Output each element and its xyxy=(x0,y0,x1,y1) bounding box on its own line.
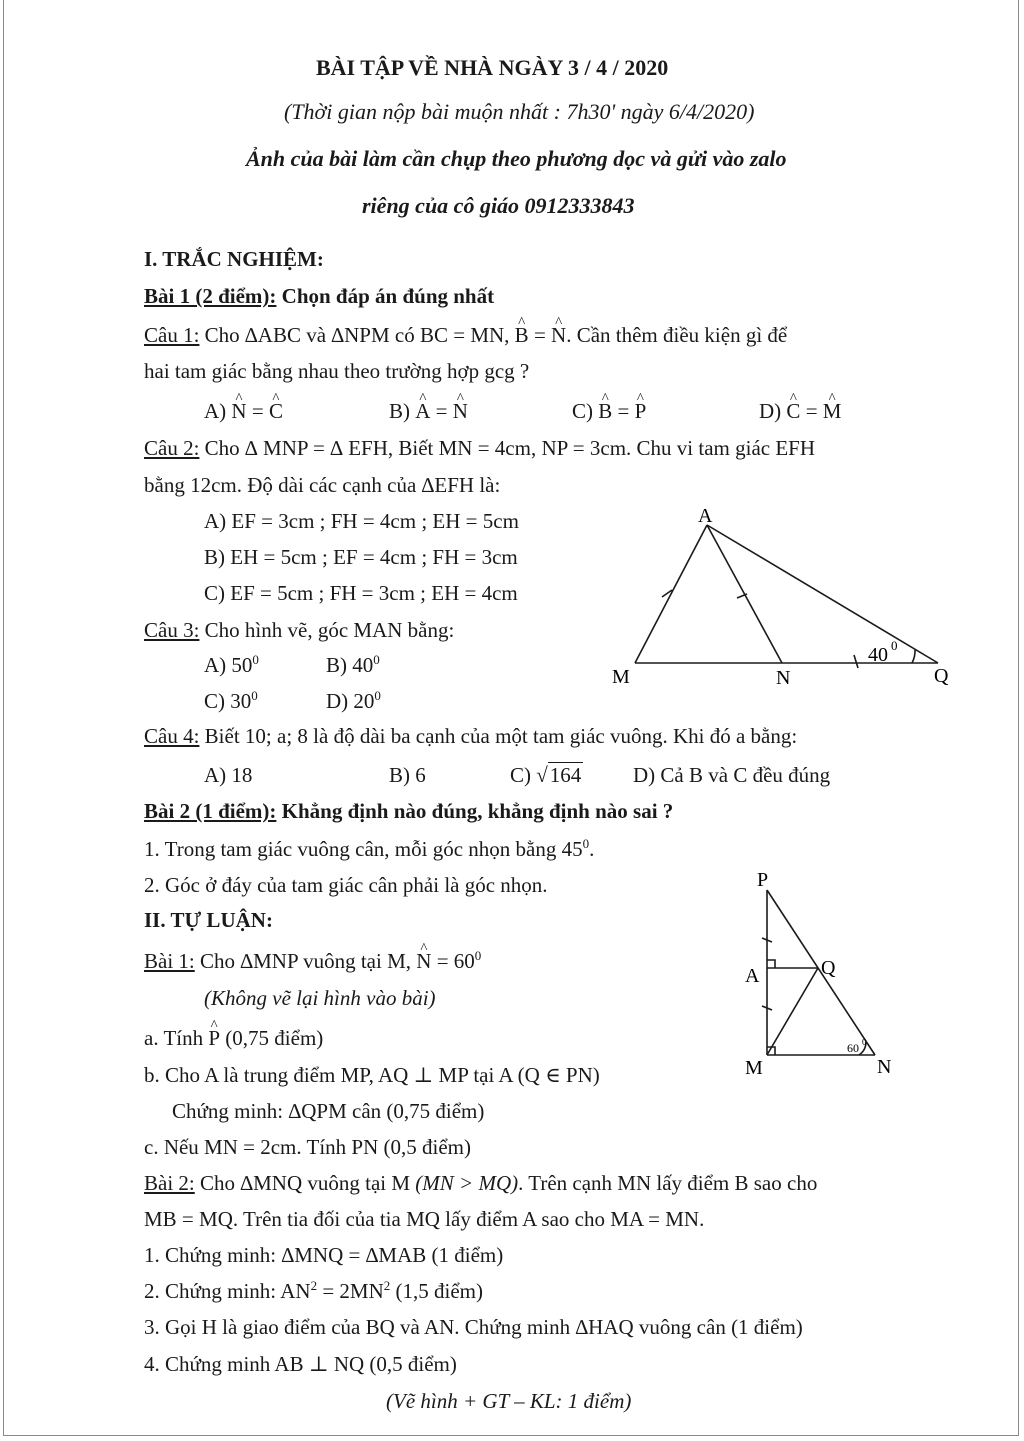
cau1-text-a: Cho ∆ABC và ∆NPM có BC = MN, xyxy=(204,323,510,347)
cau4-text: Biết 10; a; 8 là độ dài ba cạnh của một tam giác vuông. Khi đó a bằng: xyxy=(204,724,798,748)
part2-heading: II. TỰ LUẬN: xyxy=(144,908,273,932)
deadline-note: (Thời gian nộp bài muộn nhất : 7h30' ngày 6/4/2020) xyxy=(284,99,755,124)
part1-bai2-task: Khẳng định nào đúng, khẳng định nào sai ? xyxy=(281,799,674,823)
part2-bai2-q2: 2. Chứng minh: $AN^2 = 2MN^2$ (1,5 điểm) xyxy=(144,1278,483,1303)
cau2-option-a: A) EF = 3cm ; FH = 4cm ; EH = 5cm xyxy=(204,509,519,533)
cau4-option-b: B) 6 xyxy=(389,763,426,787)
part2-bai1-a: a. Tính ^ P (0,75 điểm) xyxy=(144,1025,323,1051)
cau1-line2: hai tam giác bằng nhau theo trường hợp gcg ? xyxy=(144,359,530,383)
angle-n-degree: 0 xyxy=(862,1037,867,1047)
part2-bai1-note: (Không vẽ lại hình vào bài) xyxy=(204,986,436,1010)
cau4-label: Câu 4: xyxy=(144,724,200,748)
part1-heading: I. TRẮC NGHIỆM: xyxy=(144,247,324,271)
part2-bai2-line1: Bài 2: Cho ∆MNQ vuông tại M (MN > MQ). Trên cạnh MN lấy điểm B sao cho xyxy=(144,1171,818,1195)
fig2-label-a: A xyxy=(745,965,760,987)
cau4-line1 xyxy=(144,723,797,749)
angle-arc-q xyxy=(912,650,915,663)
cau3-text: Cho hình vẽ, góc MAN bằng: xyxy=(204,618,455,642)
part2-bai1-label: Bài 1: xyxy=(144,949,195,973)
cau1-option-c: C) ^ B = ^ P xyxy=(572,398,646,424)
cau4-option-a: A) 18 xyxy=(204,763,253,787)
part1-bai2-heading xyxy=(144,798,673,824)
cau2-line2: bằng 12cm. Độ dài các cạnh của ∆EFH là: xyxy=(144,473,501,497)
fig2-label-q: Q xyxy=(821,957,836,979)
segment-an xyxy=(707,525,782,663)
angle-q-degree: 0 xyxy=(891,638,898,653)
fig2-label-n: N xyxy=(877,1056,892,1078)
part2-bai2-q3: 3. Gọi H là giao điểm của BQ và AN. Chứng minh ∆HAQ vuông cân (1 điểm) xyxy=(144,1315,803,1339)
cau4-option-c: C) √164 xyxy=(510,763,582,787)
cau4-option-d: D) Cả B và C đều đúng xyxy=(633,763,831,787)
right-angle-a xyxy=(767,960,775,968)
cau2-line1 xyxy=(144,435,815,461)
statement-1: 1. Trong tam giác vuông cân, mỗi góc nhọn bằng $45^0$. xyxy=(144,836,595,861)
cau1-option-a: A) ^ N = ^ C xyxy=(204,398,283,424)
cau3-label: Câu 3: xyxy=(144,618,200,642)
cau1-angle-b: ^ B xyxy=(515,322,529,348)
segment-am xyxy=(635,525,707,663)
label-a: A xyxy=(698,505,713,527)
cau2-text: Cho ∆ MNP = ∆ EFH, Biết MN = 4cm, NP = 3cm. Chu vi tam giác EFH xyxy=(204,436,816,460)
part2-bai2-line2: MB = MQ. Trên tia đối của tia MQ lấy điểm A sao cho MA = MN. xyxy=(144,1207,705,1231)
cau2-label: Câu 2: xyxy=(144,436,200,460)
figure-triangle-amq xyxy=(600,500,970,700)
cau1-label: Câu 1: xyxy=(144,323,200,347)
instruction-line-1: Ảnh của bài làm cần chụp theo phương dọc và gửi vào zalo xyxy=(246,146,787,171)
label-n: N xyxy=(776,667,791,689)
segment-mq xyxy=(767,968,818,1055)
bai1-task: Chọn đáp án đúng nhất xyxy=(281,284,495,308)
page-title: BÀI TẬP VỀ NHÀ NGÀY 3 / 4 / 2020 xyxy=(316,55,669,80)
cau1-eq: = xyxy=(533,323,546,347)
figure-triangle-mnp xyxy=(735,862,910,1087)
bai1-heading xyxy=(144,283,494,309)
part2-bai1-b: b. Cho A là trung điểm MP, AQ ⊥ MP tại A (Q ∈ PN) xyxy=(144,1063,600,1087)
part1-bai2-label: Bài 2 (1 điểm): xyxy=(144,799,277,823)
instruction-line-2: riêng của cô giáo 0912333843 xyxy=(362,193,635,218)
cau1-text-b: . Cần thêm điều kiện gì để xyxy=(566,323,788,347)
angle-n-value: 60 xyxy=(847,1041,859,1055)
bai1-label: Bài 1 (2 điểm): xyxy=(144,284,277,308)
part2-bai2-footer: (Vẽ hình + GT – KL: 1 điểm) xyxy=(386,1389,632,1413)
part2-bai2-q1: 1. Chứng minh: ∆MNQ = ∆MAB (1 điểm) xyxy=(144,1243,504,1267)
cau3-option-b: B) $40^0$ xyxy=(326,652,380,677)
cau3-option-a: A) $50^0$ xyxy=(204,652,259,677)
cau1-option-b: B) ^ A = ^ N xyxy=(389,398,468,424)
part2-bai2-q4: 4. Chứng minh AB ⊥ NQ (0,5 điểm) xyxy=(144,1352,457,1376)
label-q: Q xyxy=(934,665,949,687)
part2-bai1-line1: Bài 1: Cho ∆MNP vuông tại M, ^ $N = 60^0$ xyxy=(144,948,481,974)
part2-bai1-c: c. Nếu MN = 2cm. Tính PN (0,5 điểm) xyxy=(144,1135,471,1159)
fig2-label-p: P xyxy=(757,869,769,891)
part2-bai1-b2: Chứng minh: ∆QPM cân (0,75 điểm) xyxy=(172,1099,485,1123)
cau1-angle-n: ^ N xyxy=(551,322,566,348)
cau2-option-c: C) EF = 5cm ; FH = 3cm ; EH = 4cm xyxy=(204,581,518,605)
cau3-option-c: C) $30^0$ xyxy=(204,688,258,713)
cau3-line1 xyxy=(144,617,454,643)
statement-2: 2. Góc ở đáy của tam giác cân phải là góc nhọn. xyxy=(144,873,548,897)
cau1-line1 xyxy=(144,322,787,348)
tick-nq xyxy=(854,655,858,668)
cau2-option-b: B) EH = 5cm ; EF = 4cm ; FH = 3cm xyxy=(204,545,518,569)
label-m: M xyxy=(612,666,630,688)
segment-aq xyxy=(707,525,938,663)
fig2-label-m: M xyxy=(745,1057,763,1079)
part2-bai2-label: Bài 2: xyxy=(144,1171,195,1195)
cau3-option-d: D) $20^0$ xyxy=(326,688,381,713)
angle-q-value: 40 xyxy=(868,644,888,666)
cau1-option-d: D) ^ C = ^ M xyxy=(759,398,841,424)
